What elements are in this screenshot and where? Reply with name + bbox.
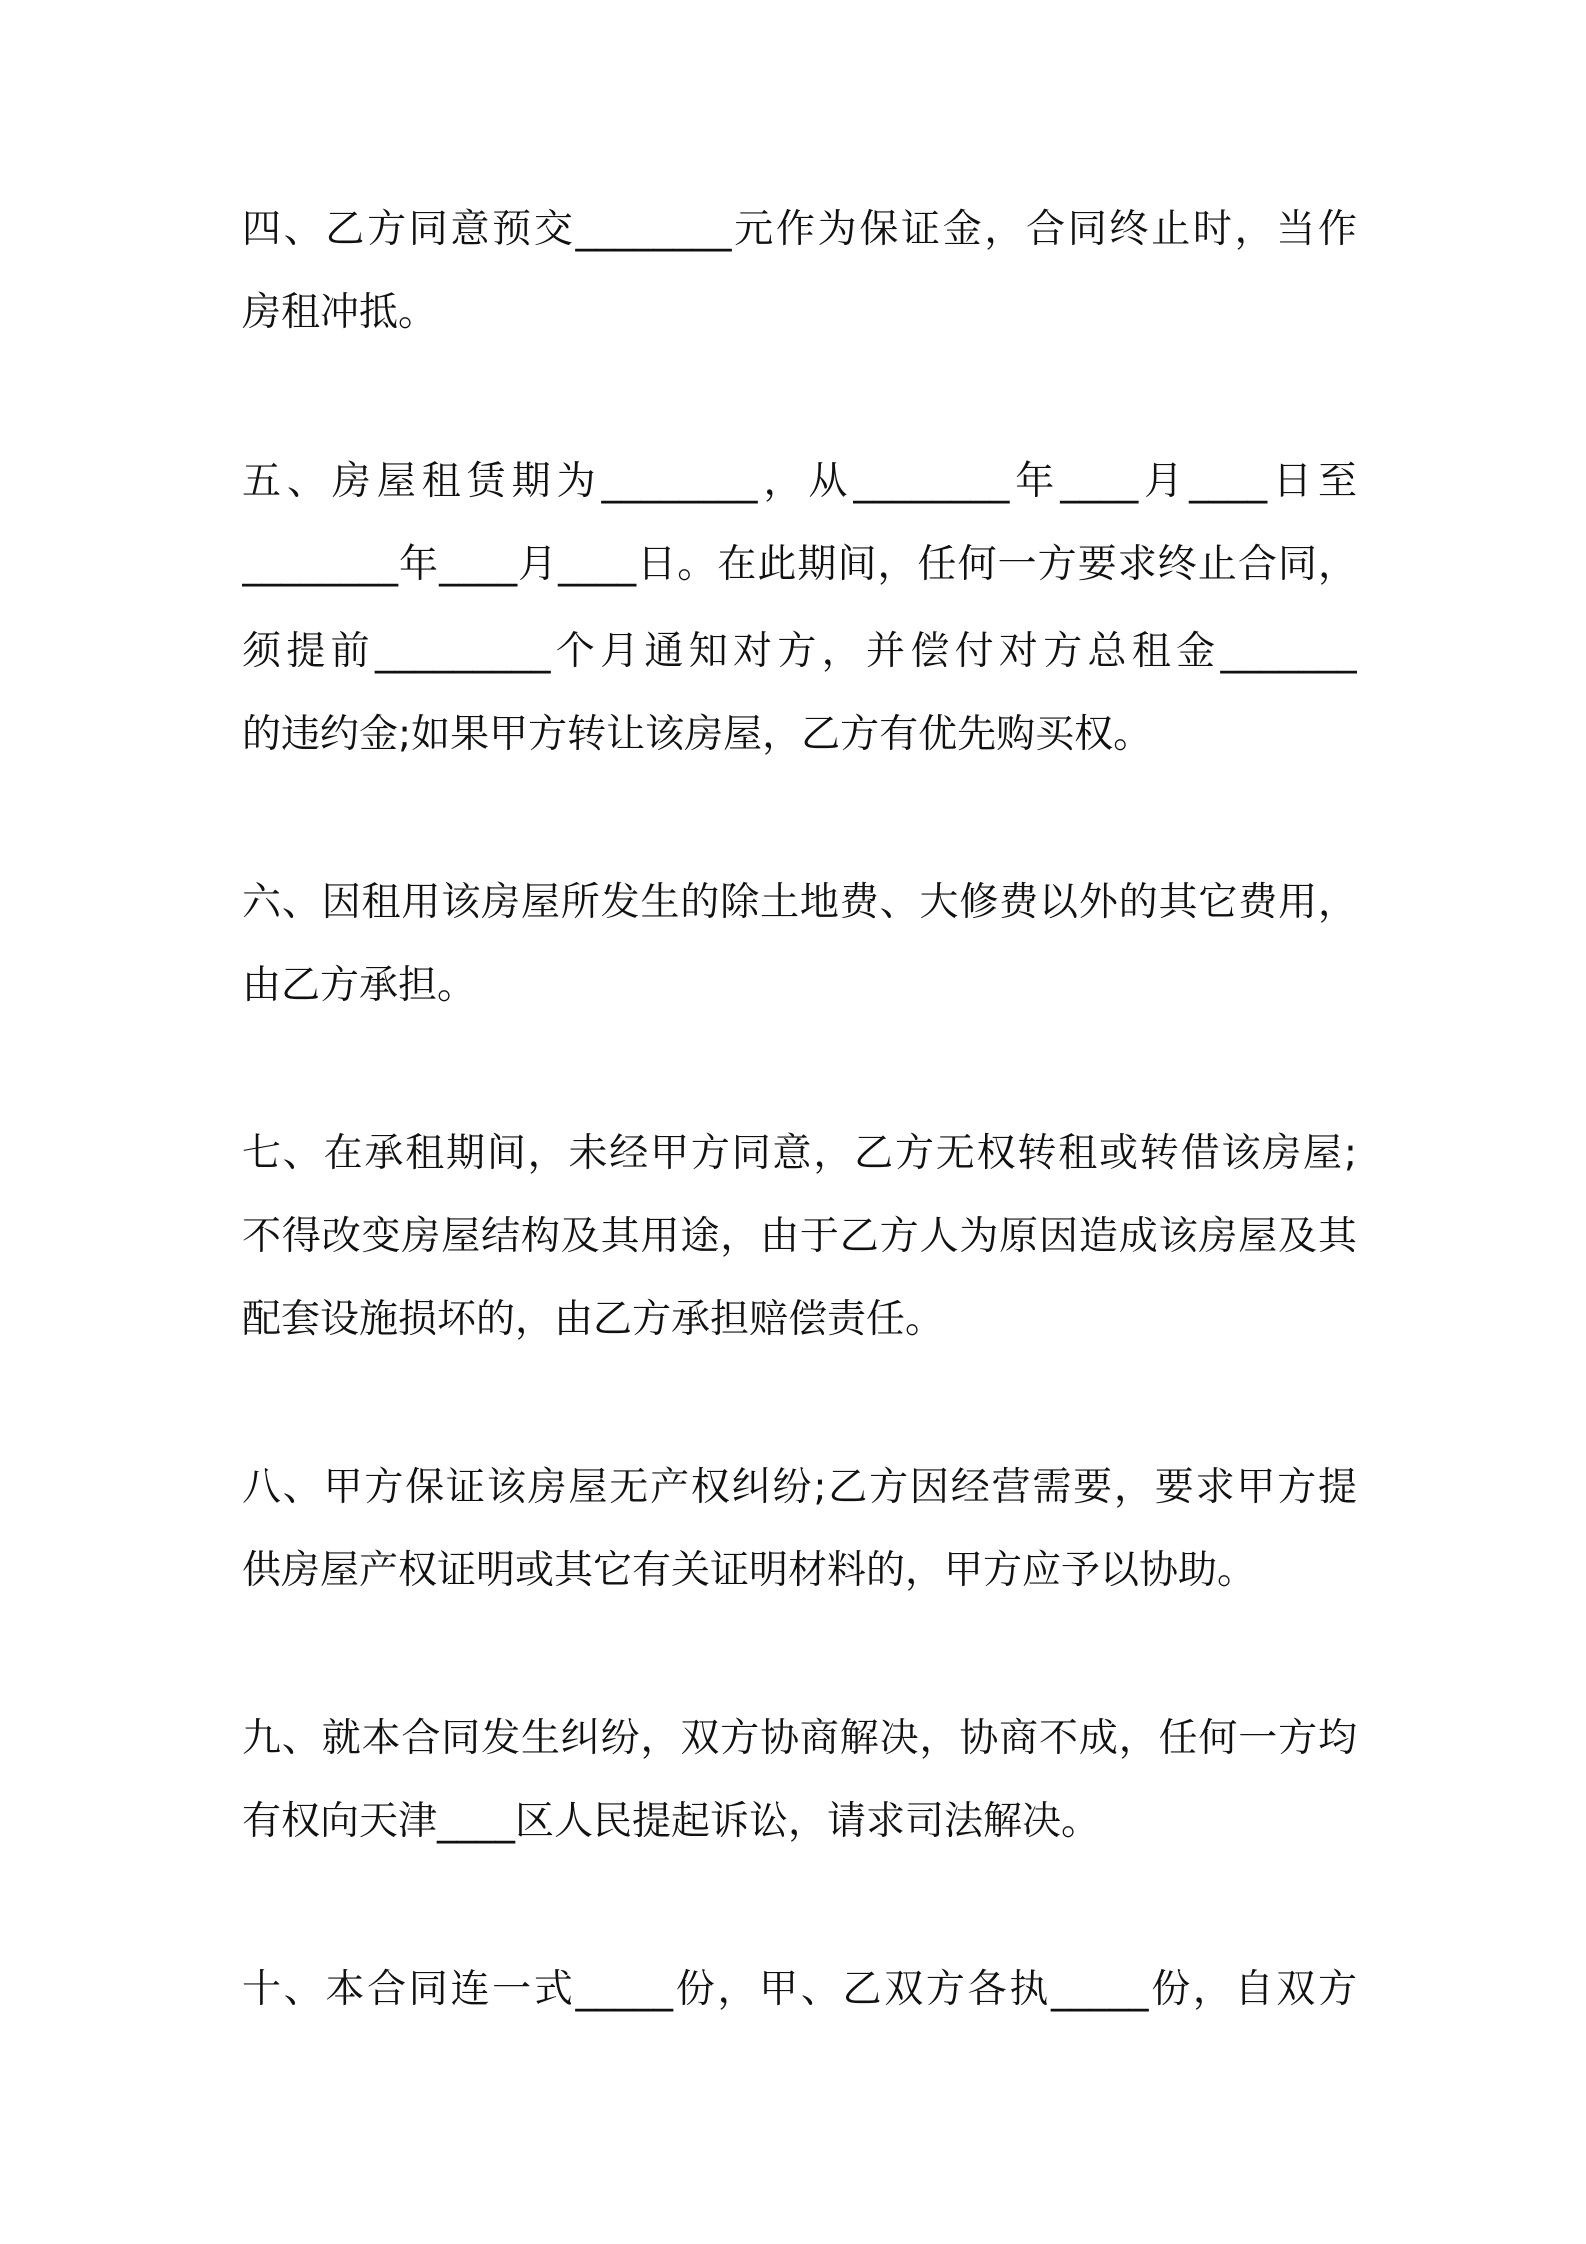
clause-5-line-3: 须提前_________个月通知对方，并偿付对方总租金_______ [242,629,1357,674]
clause-7-line-2: 不得改变房屋结构及其用途，由于乙方人为原因造成该房屋及其 [242,1214,1357,1259]
clause-7-line-1: 七、在承租期间，未经甲方同意，乙方无权转租或转借该房屋; [242,1131,1357,1176]
clause-4-line-2: 房租冲抵。 [242,290,438,335]
clause-7-line-3: 配套设施损坏的，由乙方承担赔偿责任。 [242,1297,945,1342]
clause-5-line-2: ________年____月____日。在此期间，任何一方要求终止合同， [242,542,1357,587]
clause-9-line-2: 有权向天津____区人民提起诉讼，请求司法解决。 [242,1799,1101,1844]
clause-10-line-1: 十、本合同连一式_____份，甲、乙双方各执_____份，自双方 [242,1967,1357,2012]
clause-4-line-1: 四、乙方同意预交________元作为保证金，合同终止时，当作 [242,207,1357,252]
clause-5-line-4: 的违约金;如果甲方转让该房屋，乙方有优先购买权。 [242,712,1153,757]
clause-6-line-2: 由乙方承担。 [242,963,477,1008]
clause-8-line-2: 供房屋产权证明或其它有关证明材料的，甲方应予以协助。 [242,1548,1257,1593]
clause-5-line-1: 五、房屋租赁期为________，从________年____月____日至 [242,459,1357,504]
clause-8-line-1: 八、甲方保证该房屋无产权纠纷;乙方因经营需要，要求甲方提 [242,1465,1357,1510]
clause-6-line-1: 六、因租用该房屋所发生的除土地费、大修费以外的其它费用， [242,880,1357,925]
clause-9-line-1: 九、就本合同发生纠纷，双方协商解决，协商不成，任何一方均 [242,1716,1357,1761]
